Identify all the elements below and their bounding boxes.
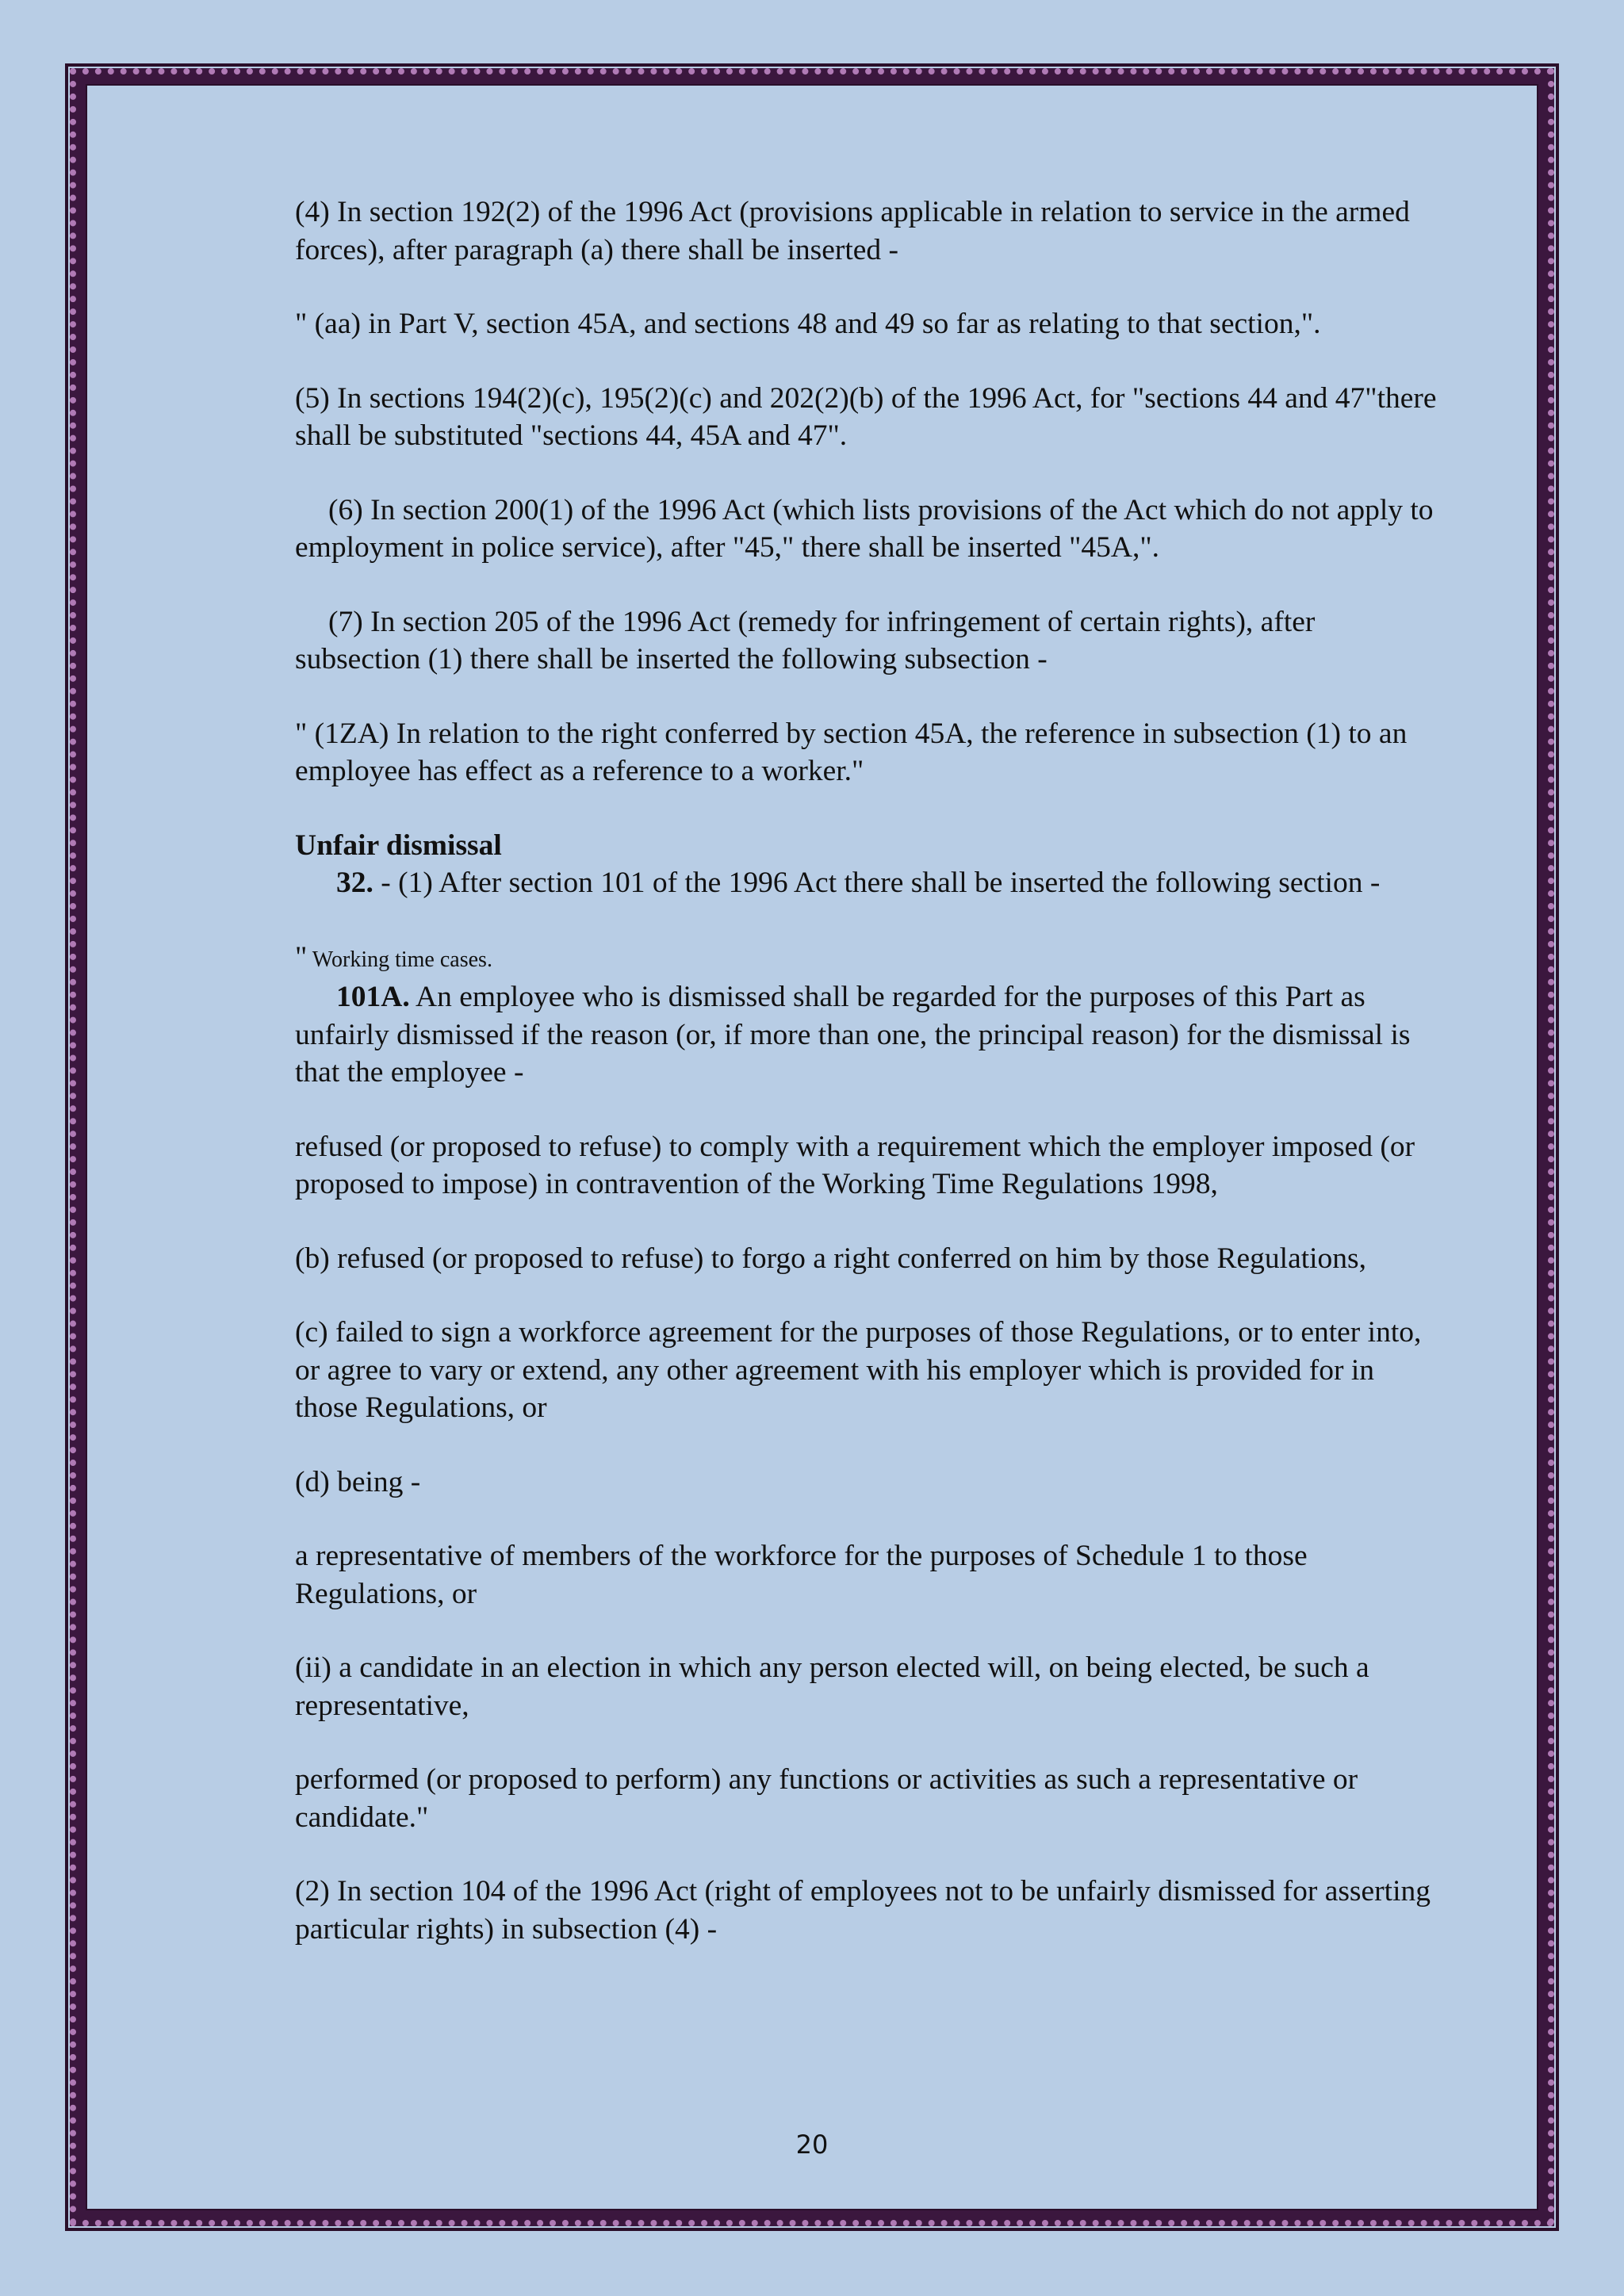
section-heading-unfair-dismissal: Unfair dismissal [295,828,502,862]
paragraph-aa-insert: " (aa) in Part V, section 45A, and sections 48 and 49 so far as relating to that section,". [295,308,1321,340]
section-32-text: - (1) After section 101 of the 1996 Act there shall be inserted the following section - [373,867,1381,899]
paragraph-192-2: (4) In section 192(2) of the 1996 Act (provisions applicable in relation to service in the armed forces), after paragraph (a) there shall be inserted - [295,196,1410,266]
clause-b: (b) refused (or proposed to refuse) to forgo a right conferred on him by those Regulations, [295,1242,1367,1275]
clause-d-i: a representative of members of the workforce for the purposes of Schedule 1 to those Regulations, or [295,1540,1308,1610]
opening-quote: " [295,940,308,974]
working-time-cases-title: Working time cases. [307,947,492,972]
paragraph-1za-insert: " (1ZA) In relation to the right conferred by section 45A, the reference in subsection (1) to an employee has effect as a reference to a worker." [295,717,1408,787]
section-32-number: 32. [336,867,373,899]
section-101a-number: 101A. [336,981,410,1013]
section-101a [295,978,1437,1092]
working-time-cases-heading [295,939,1437,979]
page-number: 20 [795,2130,829,2160]
clause-d: (d) being - [295,1465,421,1498]
clause-d-ii: (ii) a candidate in an election in which any person elected will, on being elected, be such a representative, [295,1651,1369,1722]
clause-a: refused (or proposed to refuse) to comply with a requirement which the employer imposed (or proposed to impose) in contravention of the Working Time Regulations 1998, [295,1130,1415,1200]
section-101a-text: An employee who is dismissed shall be regarded for the purposes of this Part as unfairly dismissed if the reason (or, if more than one, the principal reason) for the dismissal is that the employee - [295,981,1411,1089]
paragraph-6: (6) In section 200(1) of the 1996 Act (which lists provisions of the Act which do not apply to employment in police service), after "45," there shall be inserted "45A,". [295,493,1434,564]
section-32 [295,864,1437,902]
paragraph-5: (5) In sections 194(2)(c), 195(2)(c) and 202(2)(b) of the 1996 Act, for "sections 44 and 47"there shall be substituted "sections 44, 45A and 47". [295,381,1437,452]
document-body [295,193,1437,1948]
clause-e: performed (or proposed to perform) any functions or activities as such a representative or candidate." [295,1763,1358,1834]
paragraph-7: (7) In section 205 of the 1996 Act (remedy for infringement of certain rights), after subsection (1) there shall be inserted the following subsection - [295,605,1316,675]
paragraph-2-section-104: (2) In section 104 of the 1996 Act (right of employees not to be unfairly dismissed for asserting particular rights) in subsection (4) - [295,1875,1431,1946]
clause-c: (c) failed to sign a workforce agreement for the purposes of those Regulations, or to enter into, or agree to vary or extend, any other agreement with his employer which is provided for in those Regulations, or [295,1316,1422,1424]
